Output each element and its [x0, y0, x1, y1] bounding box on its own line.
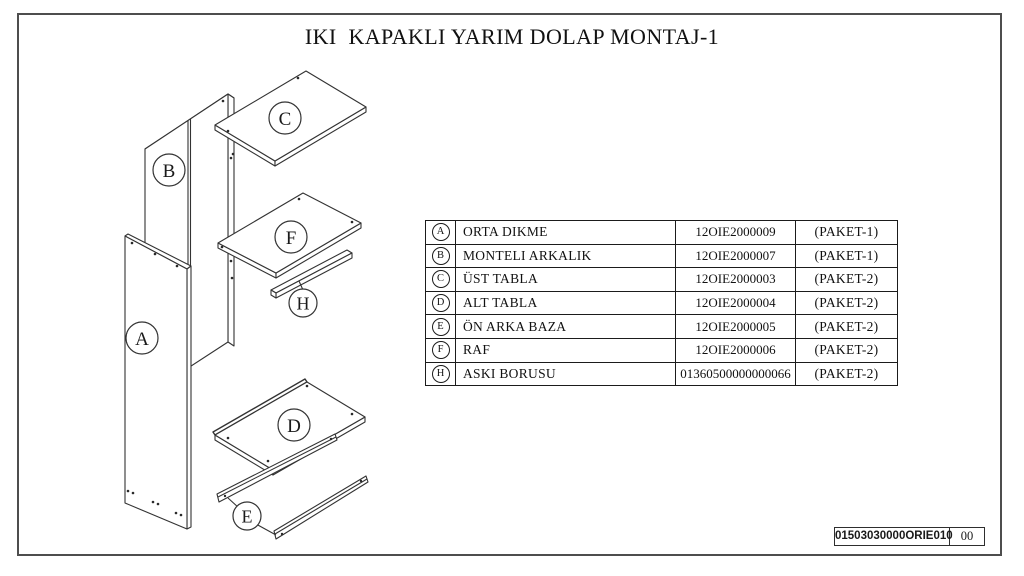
part-code: 01360500000000066 [676, 362, 796, 386]
table-row [426, 362, 898, 386]
part-label-d: D [287, 416, 301, 437]
row-letter-badge: F [432, 341, 450, 359]
part-label-c: C [278, 109, 292, 130]
part-name: RAF [456, 338, 676, 362]
document-code-box [834, 527, 985, 546]
panel-a-face [125, 236, 187, 529]
table-row [426, 221, 898, 245]
part-code: 12OIE2000006 [676, 338, 796, 362]
part-paket: (PAKET-2) [796, 268, 898, 292]
base-strip-front [274, 476, 368, 539]
part-paket: (PAKET-1) [796, 221, 898, 245]
part-code: 12OIE2000009 [676, 221, 796, 245]
part-label-e: E [241, 506, 253, 527]
part-name: MONTELI ARKALIK [456, 244, 676, 268]
back-panel-b-label [153, 154, 185, 186]
part-name: ORTA DIKME [456, 221, 676, 245]
part-label-a: A [135, 329, 149, 350]
document-code: 01503030000ORIE010 [835, 528, 950, 545]
part-name: ALT TABLA [456, 291, 676, 315]
base-strip-front-edge [275, 479, 367, 534]
table-row [426, 315, 898, 339]
row-letter-badge: E [432, 318, 450, 336]
row-letter-badge: H [432, 365, 450, 383]
row-letter-badge: D [432, 294, 450, 312]
top-board-c [215, 71, 366, 166]
leader-line-e-front [256, 524, 276, 535]
revision-number: 00 [960, 529, 974, 543]
part-code: 12OIE2000007 [676, 244, 796, 268]
row-letter-badge: C [432, 270, 450, 288]
part-label-f: F [285, 228, 297, 249]
table-row [426, 291, 898, 315]
part-label-b: B [162, 161, 176, 182]
table-row [426, 244, 898, 268]
part-paket: (PAKET-2) [796, 338, 898, 362]
part-label-h: H [296, 293, 310, 314]
part-code: 12OIE2000005 [676, 315, 796, 339]
part-paket: (PAKET-2) [796, 362, 898, 386]
panel-a-right-edge [187, 266, 191, 529]
centre-upright-a [125, 234, 191, 529]
part-code: 12OIE2000004 [676, 291, 796, 315]
part-paket: (PAKET-1) [796, 244, 898, 268]
part-name: ÖN ARKA BAZA [456, 315, 676, 339]
shelf-f [218, 193, 361, 278]
part-name: ÜST TABLA [456, 268, 676, 292]
part-code: 12OIE2000003 [676, 268, 796, 292]
part-name: ASKI BORUSU [456, 362, 676, 386]
row-letter-badge: A [432, 223, 450, 241]
parts-table [425, 220, 898, 386]
table-row [426, 268, 898, 292]
page-title: IKI KAPAKLI YARIM DOLAP MONTAJ-1 [304, 24, 720, 49]
part-paket: (PAKET-2) [796, 291, 898, 315]
table-row [426, 338, 898, 362]
part-paket: (PAKET-2) [796, 315, 898, 339]
row-letter-badge: B [432, 247, 450, 265]
